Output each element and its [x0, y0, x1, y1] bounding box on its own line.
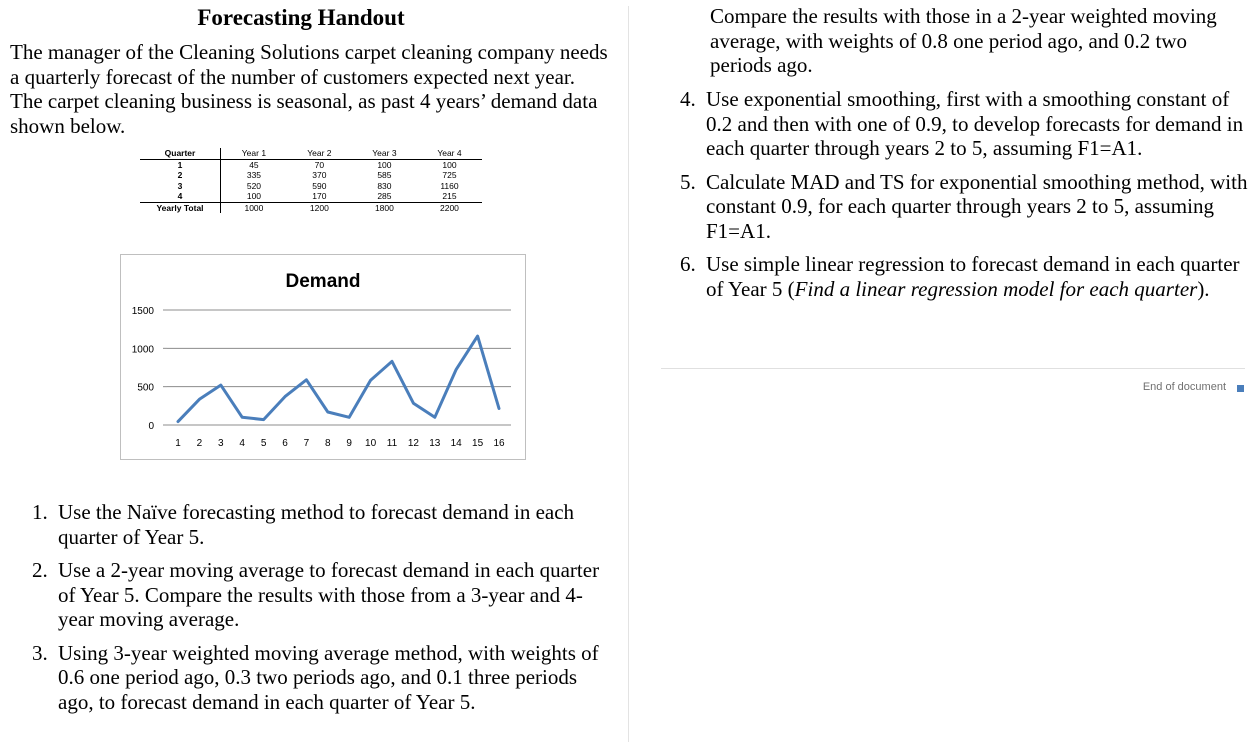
table-cell: 830: [377, 180, 392, 191]
task-number: 4.: [680, 87, 696, 111]
table-row: [140, 191, 482, 202]
x-tick-label: 16: [493, 438, 505, 449]
task-number: 6.: [680, 252, 696, 276]
task-text: Use a 2-year moving average to forecast demand in each quarter of Year 5. Compare the results with those from a 3-year and 4-year moving average.: [58, 558, 600, 631]
demand-data-table: [140, 148, 482, 213]
end-marker-icon: [1237, 385, 1244, 392]
x-tick-label: 7: [303, 438, 310, 449]
task-number: 1.: [32, 500, 48, 524]
demand-chart-svg: [121, 255, 525, 459]
y-tick-label: 1000: [131, 344, 154, 356]
table-cell: 100: [442, 159, 457, 170]
task-number: 3.: [32, 640, 48, 665]
x-tick-label: 9: [346, 438, 352, 449]
table-cell: 1200: [287, 202, 352, 213]
x-tick-label: 13: [429, 438, 441, 449]
table-cell: 725: [442, 170, 457, 180]
task-list-right: [658, 87, 1249, 310]
demand-chart: [120, 254, 526, 460]
table-header-cell: Year 4: [417, 148, 482, 159]
task-item: [658, 252, 1249, 301]
table-row: [140, 159, 482, 170]
document-title: Forecasting Handout: [197, 5, 405, 30]
right-column: [629, 0, 1249, 742]
x-tick-label: 14: [450, 438, 462, 449]
task-text: Use simple linear regression to forecast demand in each quarter of Year 5 (: [706, 252, 1240, 301]
series-line: [178, 336, 499, 422]
table-cell: 1000: [221, 202, 287, 213]
table-cell: 1: [140, 159, 221, 170]
table-cell: 100: [246, 191, 262, 201]
table-cell: 70: [314, 159, 325, 170]
task-3-continued: Compare the results with those in a 2-year weighted moving average, with weights of 0.8 one period ago, and 0.2 two periods ago.: [710, 4, 1217, 77]
x-tick-label: 12: [407, 438, 419, 449]
table-header-cell: Quarter: [140, 148, 221, 159]
table-cell: 170: [312, 191, 327, 201]
task-list-left: [10, 500, 600, 723]
x-tick-label: 4: [239, 438, 245, 449]
table-row: [140, 181, 482, 192]
table-cell: 520: [246, 180, 262, 191]
y-tick-label: 1500: [131, 306, 154, 317]
table-cell: Yearly Total: [140, 202, 221, 213]
table-cell: 370: [312, 170, 327, 180]
table-header-cell: Year 1: [221, 148, 287, 159]
y-tick-label: 0: [148, 421, 154, 432]
x-tick-label: 6: [282, 438, 288, 449]
task-text: Using 3-year weighted moving average method, with weights of 0.6 one period ago, 0.3 two periods ago, and 0.1 three periods ago, to forecast demand in each quarter of Year 5.: [58, 640, 599, 714]
task-text: Use the Naïve forecasting method to forecast demand in each quarter of Year 5.: [58, 500, 575, 549]
chart-gridlines: [167, 310, 511, 387]
intro-paragraph: The manager of the Cleaning Solutions carpet cleaning company needs a quarterly forecast of the number of customers expected next year. The carpet cleaning business is seasonal, as past 4 years’ demand data shown below.: [10, 40, 608, 138]
table-cell: 285: [377, 191, 392, 201]
table-cell: 4: [140, 191, 221, 202]
x-tick-label: 1: [175, 438, 181, 449]
task-number: 5.: [680, 169, 696, 194]
table-cell: 590: [312, 180, 327, 191]
table-cell: 585: [377, 170, 392, 180]
x-tick-label: 5: [260, 438, 267, 449]
table-cell: 2200: [417, 202, 482, 213]
task-item: [10, 641, 600, 715]
y-tick-label: 500: [137, 382, 154, 394]
table-cell: 335: [246, 170, 262, 180]
end-rule: [661, 368, 1245, 369]
table-total-row: [140, 202, 482, 213]
x-tick-label: 8: [325, 438, 331, 449]
table-cell: 2: [140, 170, 221, 181]
table-cell: 45: [249, 159, 259, 170]
x-tick-label: 2: [196, 438, 203, 449]
chart-title: Demand: [285, 271, 361, 292]
table-header-cell: Year 3: [352, 148, 417, 159]
task-text: Use exponential smoothing, first with a smoothing constant of 0.2 and then with one of 0.9, to develop forecasts for demand in each quarter through years 2 to 5, assuming F1=A1.: [706, 87, 1244, 160]
table-cell: 100: [377, 159, 392, 170]
task-text-end: ).: [1197, 276, 1210, 301]
task-number: 2.: [32, 558, 48, 582]
task-item: [658, 87, 1249, 161]
table-header-cell: Year 2: [287, 148, 352, 159]
chart-y-tick-labels: [132, 306, 167, 432]
table-header-row: [140, 148, 482, 159]
table-cell: 215: [442, 191, 457, 201]
x-tick-label: 10: [365, 438, 377, 449]
table-cell: 1800: [352, 202, 417, 213]
table-row: [140, 170, 482, 181]
task-item: [10, 558, 600, 632]
task-item: [10, 500, 600, 549]
task-text: Calculate MAD and TS for exponential smoothing method, with constant 0.9, for each quarter through years 2 to 5, assuming F1=A1.: [706, 169, 1248, 243]
task-item: [658, 170, 1249, 244]
end-of-document-label: End of document: [1142, 381, 1226, 393]
x-tick-label: 3: [218, 438, 224, 449]
chart-x-tick-labels: [175, 438, 505, 449]
x-tick-label: 15: [472, 438, 484, 449]
table-cell: 1160: [440, 180, 459, 191]
table-cell: 3: [140, 181, 221, 192]
x-tick-label: 11: [386, 438, 398, 449]
task-text-italic: Find a linear regression model for each quarter: [794, 276, 1198, 301]
